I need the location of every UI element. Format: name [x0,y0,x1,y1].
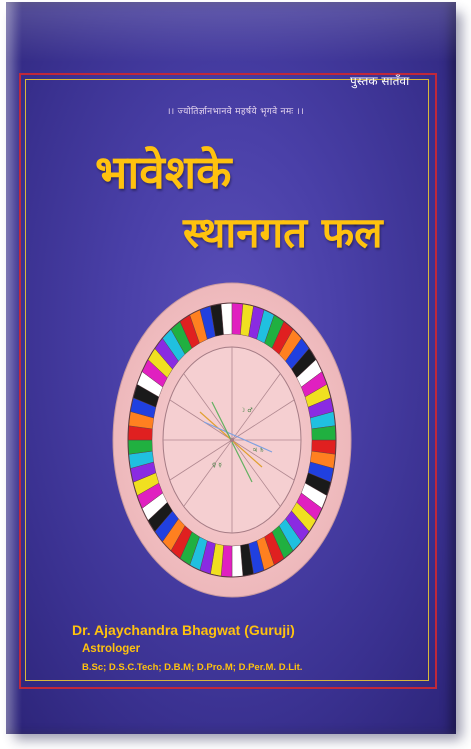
svg-text:☽ ♂: ☽ ♂ [240,407,253,414]
svg-text:♃ ♄: ♃ ♄ [252,447,265,454]
title-line-2: स्थानगत फल [183,208,383,257]
top-sheen [6,2,456,62]
author-name: Dr. Ajaychandra Bhagwat (Guruji) [72,622,295,638]
wheel-center [230,438,234,442]
author-role: Astrologer [82,643,141,655]
title-line-1: भावेशके [95,145,232,199]
astrology-chart-wheel-icon [112,282,352,598]
author-degrees: B.Sc; D.S.C.Tech; D.B.M; D.Pro.M; D.Per.M. D.Lit. [82,662,303,673]
series-label: पुस्तक सातँवा [350,74,410,88]
svg-text:♀ ☿: ♀ ☿ [212,462,222,469]
mantra-line: ।। ज्योतिर्ज्ञानभानवे महर्षये भृगवे नमः ।। [167,107,304,117]
